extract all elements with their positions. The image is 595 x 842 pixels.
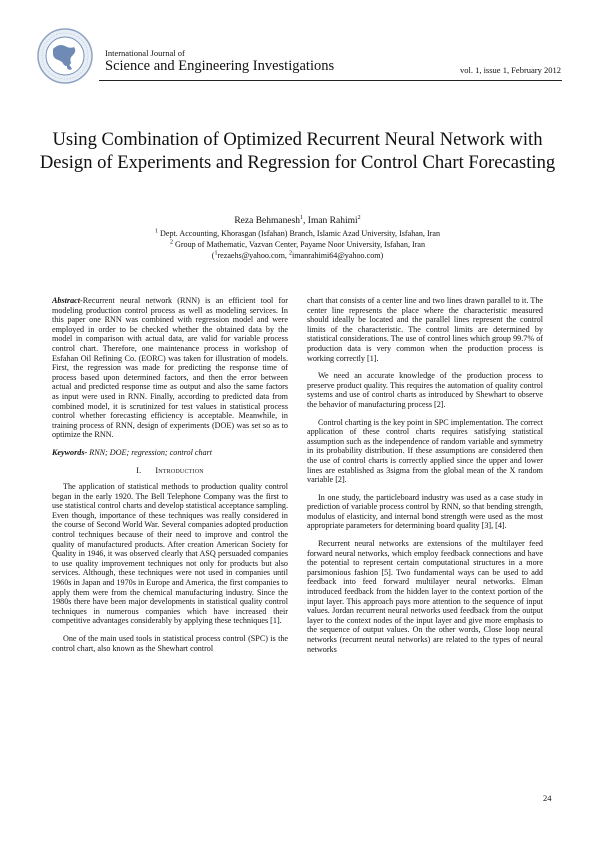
abstract (52, 296, 288, 440)
keywords (52, 448, 288, 458)
affil-mark: 1 (155, 228, 158, 235)
journal-name-line2: Science and Engineering Investigations (105, 58, 335, 74)
email-mark: 1 (214, 250, 218, 257)
affil-mark: 2 (169, 239, 173, 246)
keywords-text: RNN; DOE; regression; control chart (87, 447, 213, 457)
journal-header (33, 27, 563, 85)
body-paragraph: Control charting is the key point in SPC implementation. The correct application of these control charts requires satisfying statistical assumption such as the independence of random variable and symmetry in its probability distribution. If these assumptions are considered then the use of control charts is correctly applied since the upper and lower lines are established as 3sigma from the global mean of the X random variable [2]. (307, 417, 543, 485)
author-affil-mark: 2 (357, 214, 361, 221)
journal-name-line1: International Journal of (105, 48, 185, 58)
abstract-text: -Recurrent neural network (RNN) is an efficient tool for modeling production control process as well as modeling services. In this paper one RNN was combined with regression model and were employed in order to be checked whether the obtained data by the model in comparison with actual data, are valid for variable process control chart. Therefore, one maintenance process in workshop of Esfahan Oil Refining Co. (EORC) was taken for illustration of models. First, the regression was made for predicting the response time of process based upon determined factors, and then the error between actual and predicted response time as output and also the same factors as input were used in RNN. Finally, according to predicted data from combined model, it is scrutinized for test values in statistical process control whether forecasting efficiency is acceptable. Meanwhile, in training process of RNN, design of experiments (DOE) was set so as to optimize the RNN. (52, 296, 288, 440)
section-heading (52, 466, 288, 476)
author-separator: , (303, 216, 308, 226)
volume-issue: vol. 1, issue 1, February 2012 (459, 65, 561, 75)
body-paragraph: In one study, the particleboard industry was used as a case study in prediction of variable process control by RNN, so that bending strength, modulus of elasticity, and internal bond strength were used as the most appropriate parameters for determining board quality [3], [4]. (307, 492, 543, 531)
section-title: Introduction (155, 465, 204, 475)
body-paragraph: chart that consists of a center line and two lines drawn parallel to it. The center line represents the place where the characteristic measured should ideally be located and the parallel lines represent the control limits of the characteristic. The control limits are determined by statistical considerations. The use of control lines which group 99.7% of production data is very common when the production process is working correctly [1]. (307, 296, 543, 363)
body-paragraph: We need an accurate knowledge of the production process to preserve product quality. This requires the automation of quality control systems and use of control charts as introduced by Shewhart to observe the behavior of manufacturing process [2]. (307, 371, 543, 409)
email-1: rezaehs@yahoo.com, (217, 251, 289, 260)
body-paragraph: The application of statistical methods to production quality control began in the early 1920. The Bell Telephone Company was the first to use statistical control charts and develop statistical acceptance sampling. Even though, importance of these techniques was really considered in the course of Second World War. Several companies adopted production control techniques because of their need to improve and control the quality of manufactured products. After creation American Society for Quality in 1946, it was observed clearly that ASQ persuaded companies to use quality improvement techniques not only for products but also services. Although, these techniques were not used in companies until 1960s in Japan and 1970s in Europe and America, the first companies to apply them were from the chemical manufacturing industry. Since the 1980s there have been major developments in statistical quality control techniques in numerous companies which have increased their competitive advantages considerably by applying these techniques [1]. (52, 482, 288, 626)
body-paragraph: Recurrent neural networks are extensions of the multilayer feed forward neural networks, which employ feedback connections and have the potential to represent certain computational structures in a more parsimonious fashion [5]. Two fundamental ways can be used to add feedback into feed forward multilayer neural networks. Elman introduced feedback from the hidden layer to the context portion of the input layer. This approach pays more attention to the sequence of input values. Jordan recurrent neural networks used feedback from the output layer to the context nodes of the input layer and give more emphasis to the sequence of output values. On the other words, Close loop neural networks (recurrent neural networks) are related to the types of neural networks (307, 539, 543, 654)
affil-text: Dept. Accounting, Khorasgan (Isfahan) Branch, Islamic Azad University, Isfahan, Iran (158, 229, 440, 238)
affiliation-2 (30, 239, 565, 250)
globe-logo-icon (33, 27, 101, 85)
paper-title: Using Combination of Optimized Recurrent Neural Network with Design of Experiments and Regression for Control Chart Forecasting (39, 129, 556, 173)
right-column (307, 296, 543, 662)
author-name: Iman Rahimi (307, 216, 358, 226)
affiliation-1 (30, 228, 565, 239)
left-column (52, 296, 288, 661)
body-paragraph: One of the main used tools in statistical process control (SPC) is the control chart, also known as the Shewhart control (52, 634, 288, 653)
keywords-label: Keywords- (52, 447, 88, 457)
affil-text: Group of Mathematic, Vazvan Center, Payame Noor University, Isfahan, Iran (172, 240, 426, 249)
author-emails (30, 250, 565, 261)
author-affil-mark: 1 (300, 214, 304, 221)
author-list (30, 215, 565, 227)
abstract-label: Abstract (52, 296, 80, 305)
header-divider (99, 80, 562, 81)
email-mark: 2 (288, 250, 292, 257)
email-paren: ( (211, 251, 215, 260)
email-2: imanrahimi64@yahoo.com) (291, 251, 384, 260)
author-name: Reza Behmanesh (234, 216, 301, 226)
page-number: 24 (543, 793, 552, 803)
section-number: I. (136, 465, 142, 475)
